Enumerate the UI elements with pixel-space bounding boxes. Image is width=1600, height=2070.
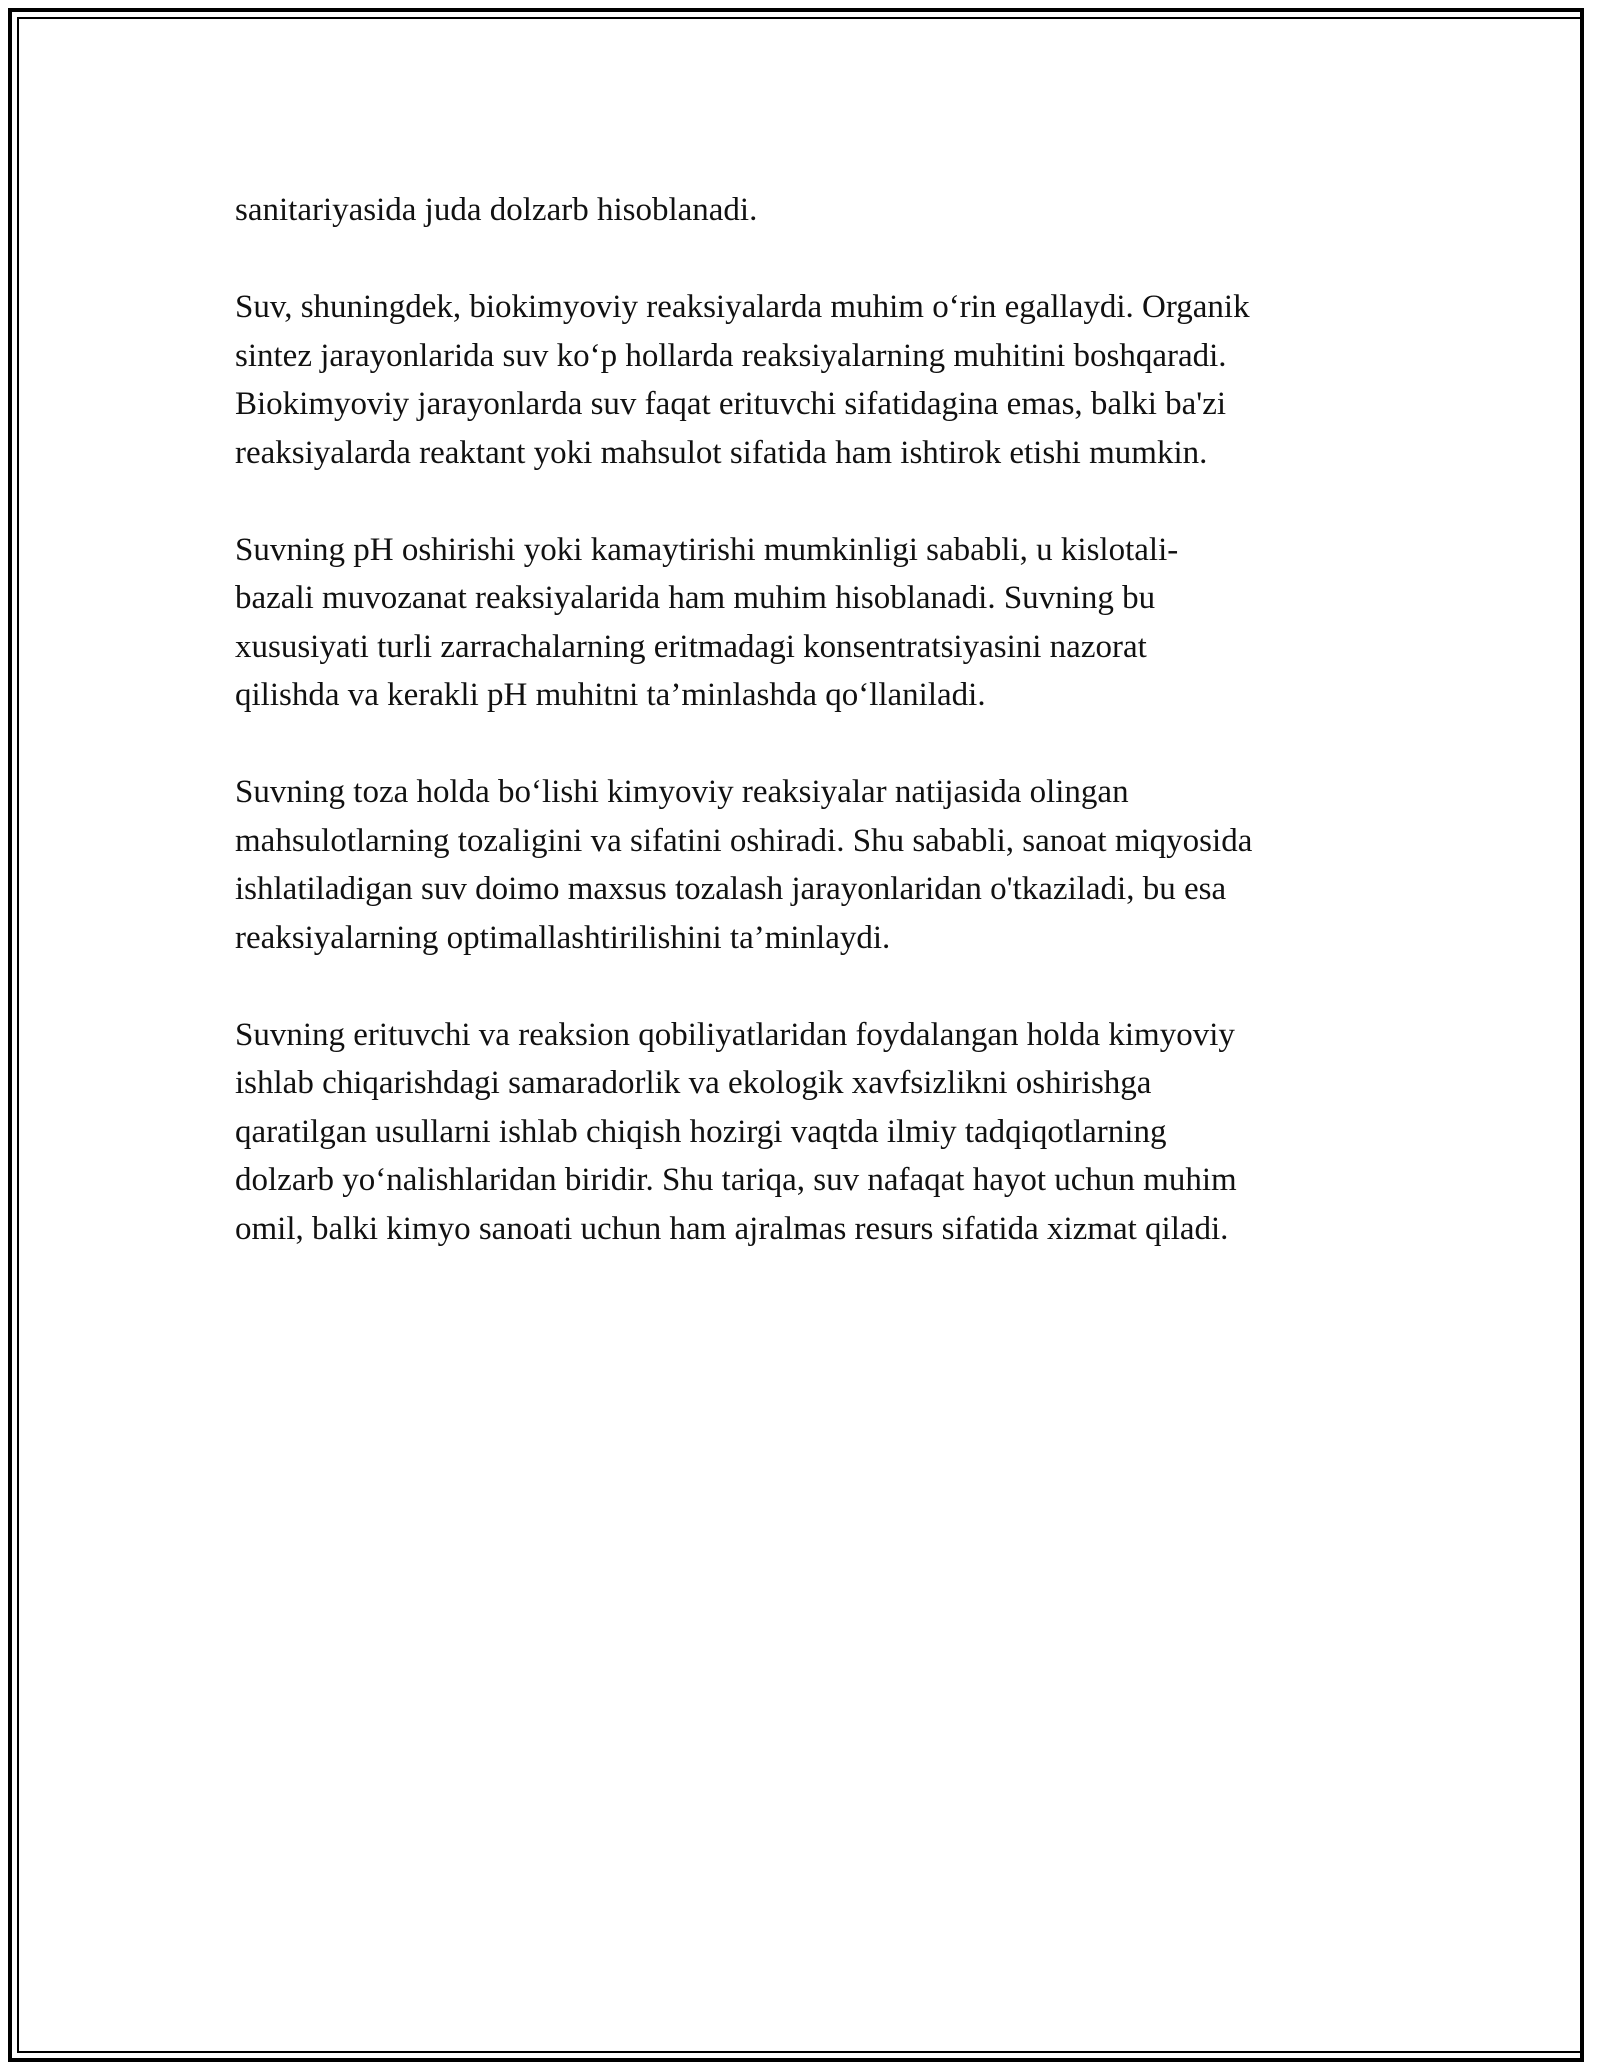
- text-line: reaksiyalarda reaktant yoki mahsulot sifatida ham ishtirok etishi mumkin.: [235, 434, 1208, 471]
- paragraph-2: [235, 283, 1375, 477]
- text-line: qilishda va kerakli pH muhitni ta’minlashda qo‘llaniladi.: [235, 677, 986, 713]
- text-line: bazali muvozanat reaksiyalarida ham muhim hisoblanadi. Suvning bu: [235, 580, 1156, 616]
- text-line: dolzarb yo‘nalishlaridan biridir. Shu tariqa, suv nafaqat hayot uchun muhim: [235, 1162, 1237, 1198]
- text-line: Suvning pH oshirishi yoki kamaytirishi mumkinligi sababli, u kislotali-: [235, 531, 1179, 568]
- document-body: [235, 186, 1375, 1302]
- text-line: Biokimyoviy jarayonlarda suv faqat erituvchi sifatidagina emas, balki ba'zi: [235, 386, 1227, 422]
- paragraph-4: [235, 768, 1375, 962]
- text-line: Suvning erituvchi va reaksion qobiliyatlaridan foydalangan holda kimyoviy: [235, 1016, 1235, 1053]
- text-line: sintez jarayonlarida suv ko‘p hollarda reaksiyalarning muhitini boshqaradi.: [235, 337, 1227, 374]
- text-line: Suvning toza holda bo‘lishi kimyoviy reaksiyalar natijasida olingan: [235, 774, 1129, 810]
- text-line: Suv, shuningdek, biokimyoviy reaksiyalarda muhim o‘rin egallaydi. Organik: [235, 289, 1250, 325]
- paragraph-3: [235, 526, 1375, 720]
- text-line: xususiyati turli zarrachalarning eritmadagi konsentratsiyasini nazorat: [235, 628, 1147, 665]
- text-line: ishlab chiqarishdagi samaradorlik va ekologik xavfsizlikni oshirishga: [235, 1065, 1152, 1101]
- text-line: ishlatiladigan suv doimo maxsus tozalash jarayonlaridan o'tkaziladi, bu esa: [235, 871, 1227, 907]
- paragraph-5: [235, 1011, 1375, 1254]
- paragraph-1: [235, 186, 1375, 235]
- text-line: sanitariyasida juda dolzarb hisoblanadi.: [235, 192, 758, 228]
- text-line: reaksiyalarning optimallashtirilishini ta’minlaydi.: [235, 919, 891, 956]
- text-line: mahsulotlarning tozaligini va sifatini oshiradi. Shu sababli, sanoat miqyosida: [235, 822, 1253, 859]
- text-line: qaratilgan usullarni ishlab chiqish hozirgi vaqtda ilmiy tadqiqotlarning: [235, 1113, 1167, 1150]
- text-line: omil, balki kimyo sanoati uchun ham ajralmas resurs sifatida xizmat qiladi.: [235, 1210, 1229, 1247]
